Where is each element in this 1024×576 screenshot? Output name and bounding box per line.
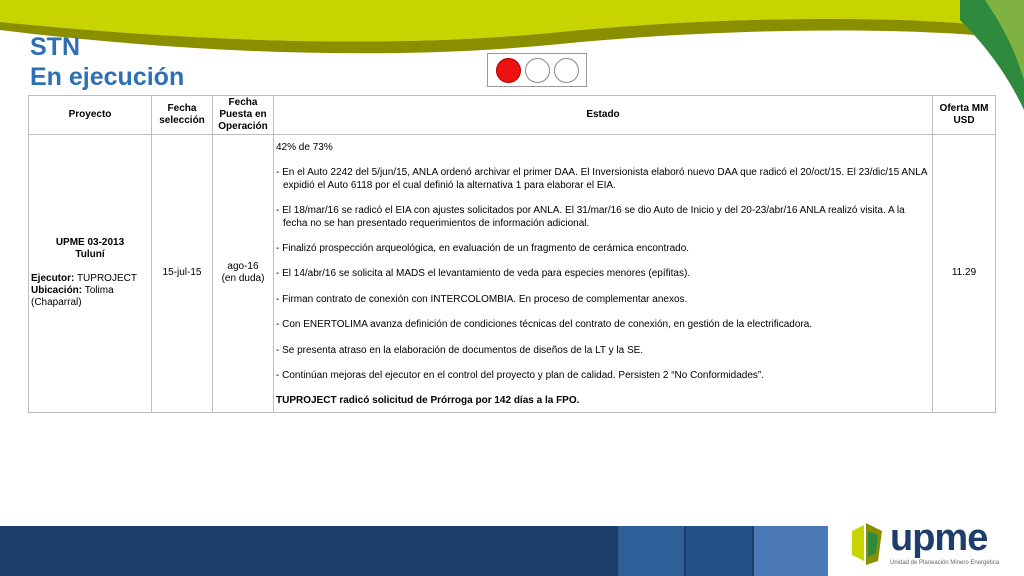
estado-item: - El 18/mar/16 se radicó el EIA con ajustes solicitados por ANLA. El 31/mar/16 se dio Auto de Inicio y del 20-23/abr/16 ANLA realizó visita. A la fecha no se han presentado requerimientos de información adicional.	[276, 205, 905, 229]
cell-oferta: 11.29	[933, 135, 996, 413]
project-name: Tuluní	[75, 249, 105, 261]
slide-title	[30, 32, 184, 92]
cell-estado	[274, 135, 933, 413]
project-status-table	[28, 95, 996, 413]
footer-color-block	[686, 526, 752, 576]
header-oferta: Oferta MM USD	[933, 96, 996, 135]
header-fecha-puesta: Fecha Puesta en Operación	[213, 96, 274, 135]
header-proyecto: Proyecto	[29, 96, 152, 135]
header-fecha-seleccion: Fecha selección	[152, 96, 213, 135]
estado-item: - Finalizó prospección arqueológica, en evaluación de un fragmento de cerámica encontrado.	[276, 243, 690, 255]
ubicacion-label: Ubicación:	[31, 285, 83, 297]
red-light-icon	[496, 58, 521, 83]
estado-item: - Continúan mejoras del ejecutor en el control del proyecto y plan de calidad. Persisten 2 “No Conformidades”.	[276, 370, 765, 382]
table-row	[29, 135, 996, 413]
upme-logo-tagline: Unidad de Planeación Minero Energética	[890, 560, 1000, 566]
upme-leaf-icon	[848, 521, 886, 565]
project-ubicacion	[31, 285, 149, 309]
status-traffic-light	[487, 53, 587, 87]
upme-logo	[828, 515, 1024, 576]
fecha-puesta-value: ago-16	[227, 261, 259, 273]
slide-title-line-2: En ejecución	[30, 63, 185, 91]
estado-item: - Se presenta atraso en la elaboración de documentos de diseños de la LT y la SE.	[276, 344, 644, 356]
cell-proyecto	[29, 135, 152, 413]
empty-light-icon	[554, 58, 579, 83]
ejecutor-value: TUPROJECT	[76, 273, 137, 285]
project-code: UPME 03-2013	[55, 237, 125, 249]
header-estado: Estado	[274, 96, 933, 135]
empty-light-icon	[525, 58, 550, 83]
fecha-puesta-note: (en duda)	[221, 273, 265, 285]
ubicacion-value: Tolima (Chaparral)	[31, 285, 114, 309]
cell-fecha-seleccion: 15-jul-15	[152, 135, 213, 413]
estado-avance: 42% de 73%	[276, 142, 333, 153]
estado-item: - Con ENERTOLIMA avanza definición de condiciones técnicas del contrato de conexión, en gestión de la electrificadora.	[276, 319, 813, 331]
project-ejecutor	[31, 273, 149, 285]
footer-color-block	[754, 526, 828, 576]
table-header-row	[29, 96, 996, 135]
ejecutor-label: Ejecutor:	[31, 273, 75, 285]
estado-item: - Firman contrato de conexión con INTERCOLOMBIA. En proceso de complementar anexos.	[276, 293, 688, 305]
estado-item: - En el Auto 2242 del 5/jun/15, ANLA ordenó archivar el primer DAA. El Inversionista elaboró nuevo DAA que radicó el 20/oct/15. El 23/dic/15 ANLA expidió el Auto 6118 por el cual definió la alternativa 1 para elaborar el EIA.	[276, 167, 927, 191]
cell-fecha-puesta	[213, 135, 274, 413]
estado-item: - El 14/abr/16 se solicita al MADS el levantamiento de veda para especies menores (epífitas).	[276, 268, 691, 280]
slide-title-line-1: STN	[30, 33, 80, 61]
estado-final-note: TUPROJECT radicó solicitud de Prórroga por 142 días a la FPO.	[276, 395, 580, 407]
upme-logo-text: upme	[890, 517, 988, 559]
footer-color-block	[618, 526, 684, 576]
